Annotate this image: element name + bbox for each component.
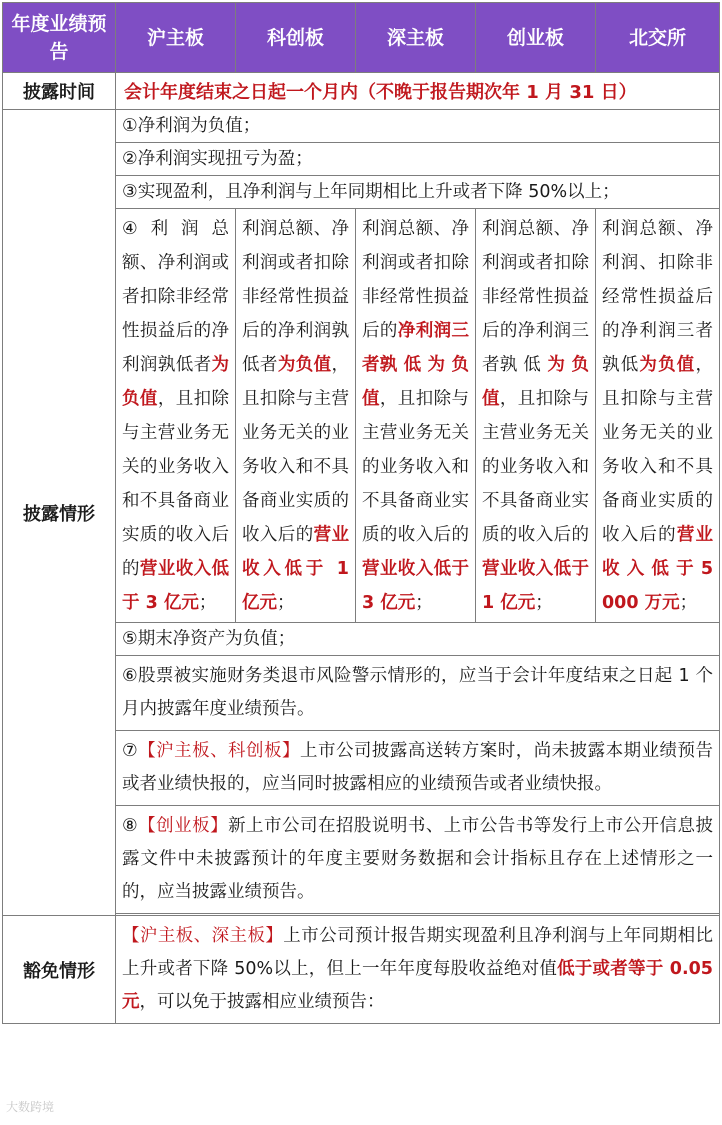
- case-item-6: ⑥股票被实施财务类退市风险警示情形的，应当于会计年度结束之日起 1 个月内披露年度业绩预告。: [116, 656, 720, 731]
- header-corner: 年度业绩预告: [3, 3, 116, 73]
- header-board-sz-main: 深主板: [356, 3, 476, 73]
- case-4-star: 利润总额、净利润或者扣除非经常性损益后的净利润孰低者为负值，且扣除与主营业务无关的业务收入和不具备商业实质的收入后的营业收入低于 1 亿元；: [236, 209, 356, 623]
- case-item-8-tag: 【创业板】: [138, 816, 229, 836]
- disclosure-time-text: 会计年度结束之日起一个月内（不晚于报告期次年 1 月 31 日）: [116, 73, 720, 110]
- header-board-star: 科创板: [236, 3, 356, 73]
- exemption-label: 豁免情形: [3, 916, 116, 1024]
- exemption-row: [3, 916, 720, 1024]
- case-item-7: ⑦【沪主板、科创板】上市公司披露高送转方案时，尚未披露本期业绩预告或者业绩快报的，应当同时披露相应的业绩预告或者业绩快报。: [116, 731, 720, 806]
- case-item-1: ①净利润为负值；: [116, 110, 720, 143]
- header-row: [3, 3, 720, 73]
- case-item-8: ⑧【创业板】新上市公司在招股说明书、上市公告书等发行上市公开信息披露文件中未披露预计的年度主要财务数据和会计指标且存在上述情形之一的，应当披露业绩预告。: [116, 806, 720, 914]
- header-board-sh-main: 沪主板: [116, 3, 236, 73]
- case-item-5: ⑤期末净资产为负值；: [116, 623, 720, 656]
- case-item-2: ②净利润实现扭亏为盈；: [116, 143, 720, 176]
- exemption-tag: 【沪主板、深主板】: [122, 926, 284, 946]
- case-4-sh-main: ④ 利 润 总 额、净利润或者扣除非经常性损益后的净利润孰低者为负值，且扣除与主营业务无关的业务收入和不具备商业实质的收入后的营业收入低于 3 亿元；: [116, 209, 236, 623]
- case-4-chinext: 利润总额、净利润或者扣除非经常性损益后的净利润三者孰 低 为 负 值，且扣除与主营业务无关的业务收入和不具备商业实质的收入后的营业收入低于 1 亿元；: [476, 209, 596, 623]
- header-board-chinext: 创业板: [476, 3, 596, 73]
- exemption-text: 【沪主板、深主板】上市公司预计报告期实现盈利且净利润与上年同期相比上升或者下降 50%以上，但上一年年度每股收益绝对值低于或者等于 0.05 元，可以免于披露相应业绩预告：: [116, 916, 720, 1024]
- forecast-table: [2, 2, 720, 1024]
- disclosure-cases-label: 披露情形: [3, 110, 116, 916]
- case-4-sz-main: 利润总额、净利润或者扣除非经常性损益后的净利润三者孰 低 为 负 值，且扣除与主营业务无关的业务收入和不具备商业实质的收入后的营业收入低于 3 亿元；: [356, 209, 476, 623]
- case-4-bse: 利润总额、净利润、扣除非经常性损益后的净利润三者孰低为负值，且扣除与主营业务无关的业务收入和不具备商业实质的收入后的营业 收 入 低 于 5000 万元；: [596, 209, 720, 623]
- disclosure-time-row: [3, 73, 720, 110]
- header-board-bse: 北交所: [596, 3, 720, 73]
- case-item-3: ③实现盈利，且净利润与上年同期相比上升或者下降 50%以上；: [116, 176, 720, 209]
- disclosure-time-label: 披露时间: [3, 73, 116, 110]
- watermark: 大数跨境: [6, 1100, 55, 1114]
- case-item-7-tag: 【沪主板、科创板】: [138, 741, 300, 761]
